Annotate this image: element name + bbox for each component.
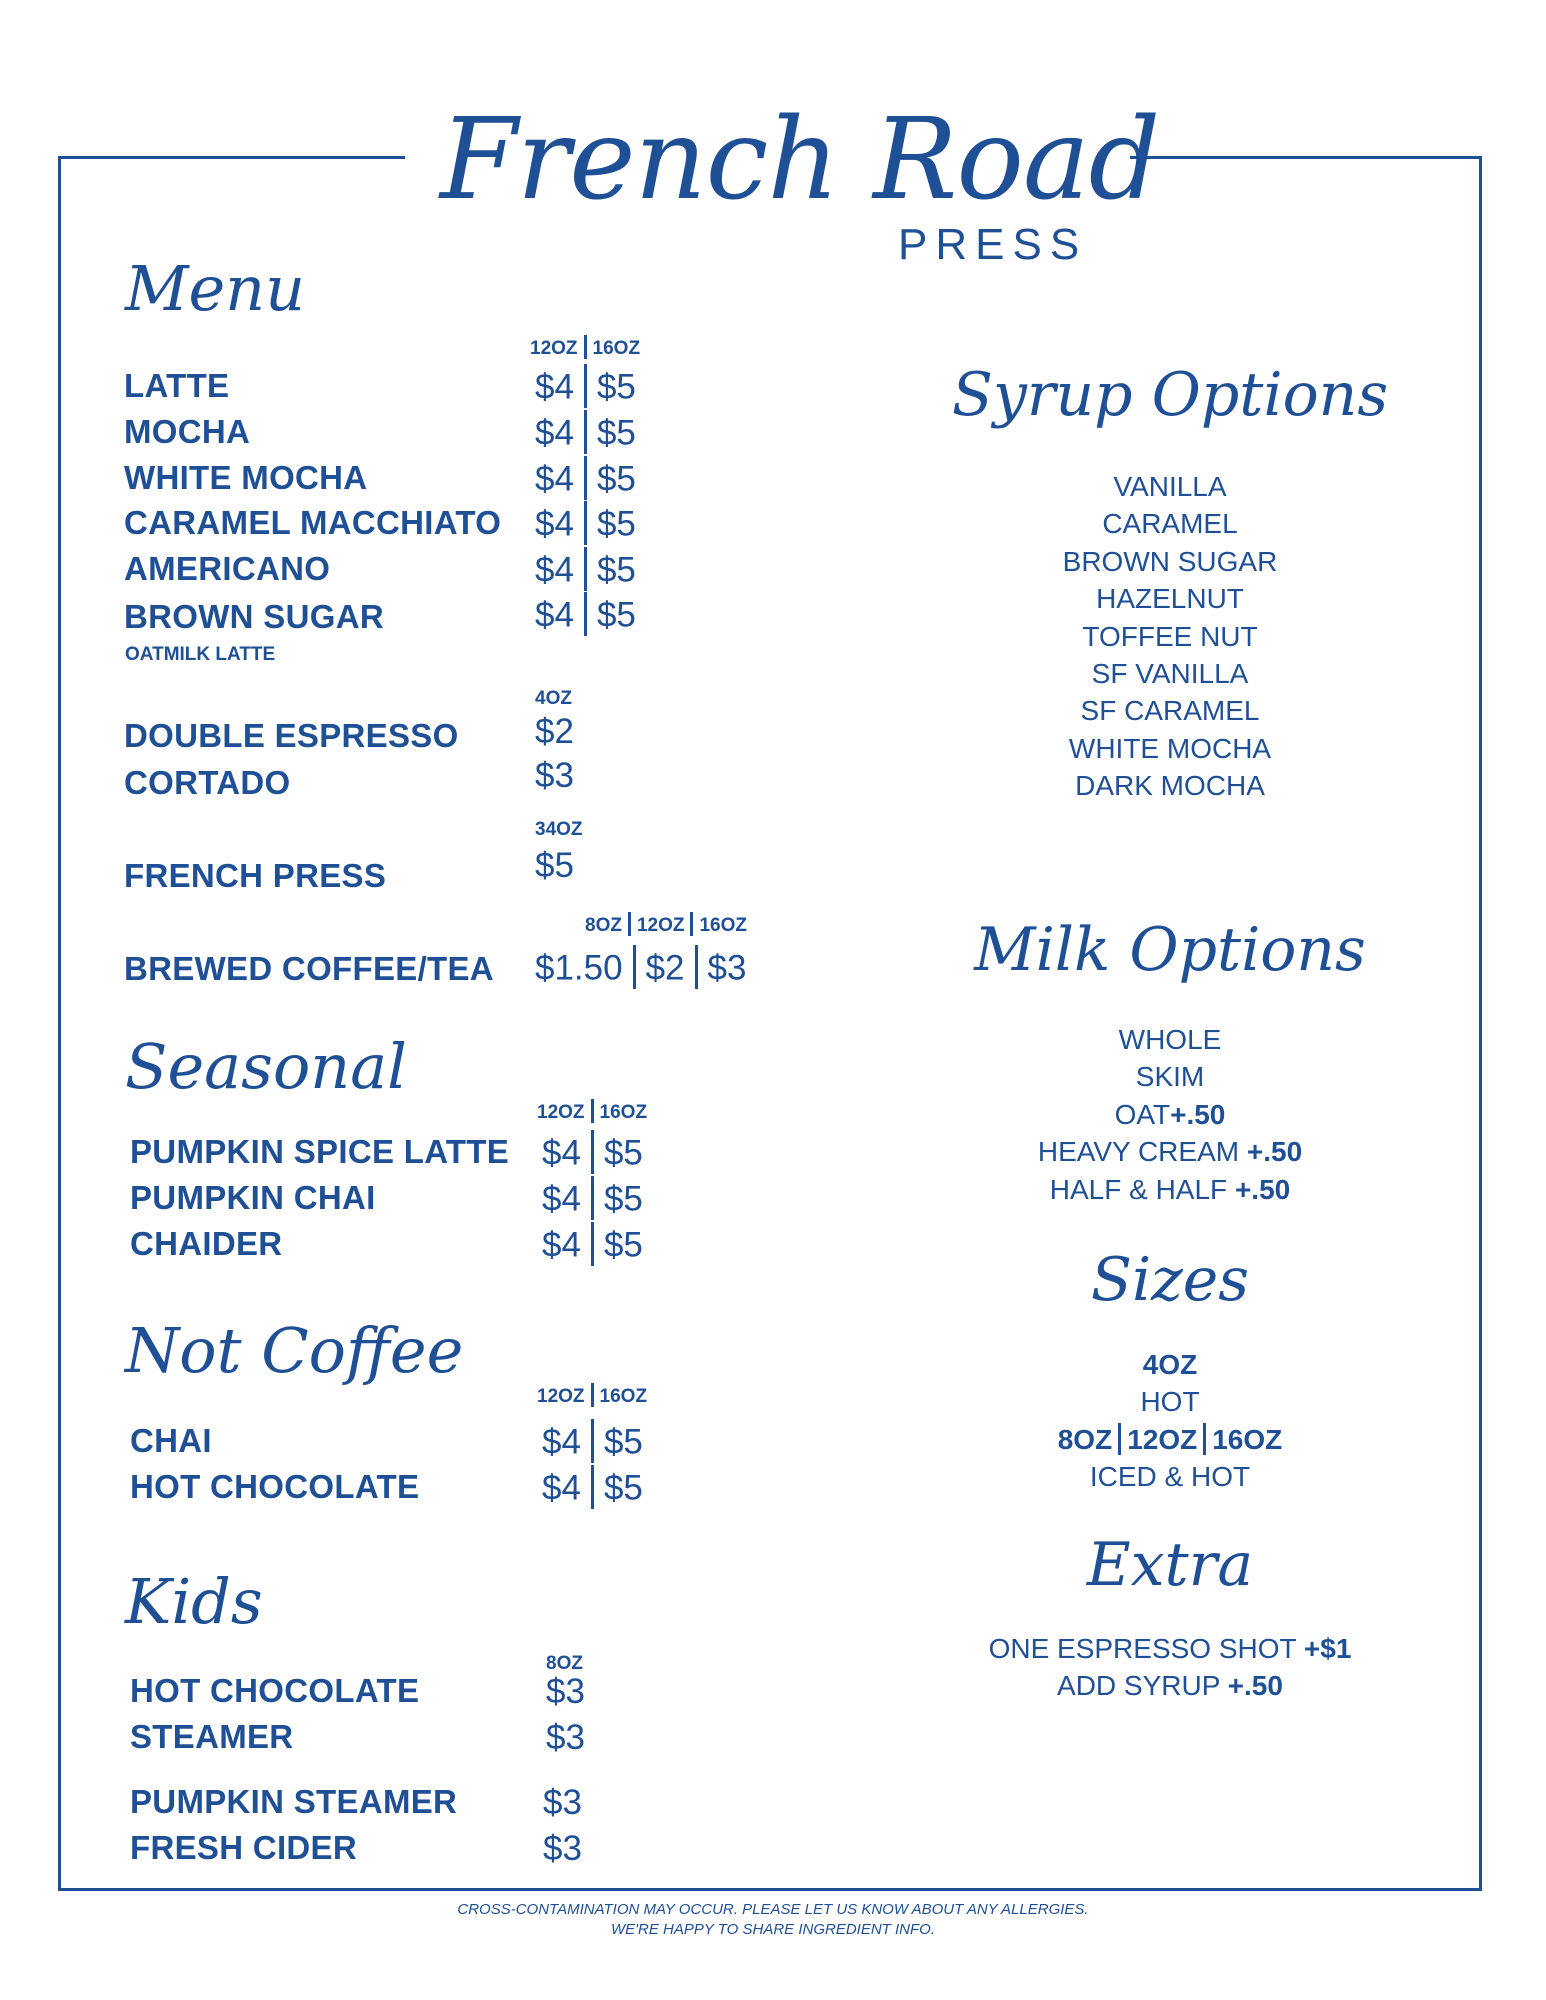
shots-size-header: 4OZ <box>535 688 572 709</box>
not-coffee-title: Not Coffee <box>125 1314 464 1387</box>
menu-item: CARAMEL MACCHIATO <box>124 504 502 541</box>
syrup-options-list <box>890 468 1450 805</box>
menu-item-price: $5 <box>535 846 574 885</box>
seasonal-size-header: 12OZ 16OZ <box>537 1101 647 1125</box>
syrup-option: DARK MOCHA <box>1075 770 1265 802</box>
extra-option: ONE ESPRESSO SHOT +$1 <box>988 1633 1352 1664</box>
milk-option: WHOLE <box>1118 1024 1222 1055</box>
syrup-option: BROWN SUGAR <box>1062 545 1278 577</box>
brand-title: French Road <box>440 95 1160 225</box>
menu-item-subtitle: OATMILK LATTE <box>125 644 276 665</box>
syrup-option: SF CARAMEL <box>1080 695 1260 727</box>
allergy-note: CROSS-CONTAMINATION MAY OCCUR. PLEASE LET US KNOW ABOUT ANY ALLERGIES. WE'RE HAPPY TO SHARE INGREDIENT INFO. <box>457 1901 1089 1938</box>
syrup-option: VANILLA <box>1113 471 1227 502</box>
menu-item-price: $2 <box>535 712 574 751</box>
syrup-option: WHITE MOCHA <box>1068 732 1272 764</box>
menu-item-price: $4 $5 <box>535 413 636 457</box>
sizes-list <box>890 1346 1450 1496</box>
seasonal-item: PUMPKIN SPICE LATTE <box>130 1133 510 1170</box>
menu-item-price: $4 $5 <box>535 550 636 594</box>
size-small-note: HOT <box>1140 1386 1200 1418</box>
kids-item-price: $3 <box>543 1829 582 1868</box>
not-coffee-item-price: $4 $5 <box>542 1468 643 1512</box>
brand-subtitle: PRESS <box>898 220 1088 269</box>
kids-item: HOT CHOCOLATE <box>130 1672 420 1709</box>
kids-title: Kids <box>125 1565 263 1638</box>
syrup-option: CARAMEL <box>1102 508 1238 540</box>
extra-title: Extra <box>1086 1530 1254 1600</box>
brewed-size-header: 8OZ 12OZ 16OZ <box>585 914 747 938</box>
milk-options-title: Milk Options <box>974 915 1366 985</box>
size-large-note: ICED & HOT <box>1089 1461 1251 1493</box>
kids-size-header: 8OZ <box>546 1653 583 1674</box>
kids-item: STEAMER <box>130 1718 294 1755</box>
sizes-title: Sizes <box>1090 1245 1250 1315</box>
kids-item-price: $3 <box>546 1718 585 1757</box>
menu-item-price: $4 $5 <box>535 504 636 548</box>
menu-item: MOCHA <box>124 413 251 450</box>
kids-item-price: $3 <box>546 1672 585 1711</box>
menu-item-price: $1.50 $2 $3 <box>535 948 746 992</box>
extra-list <box>890 1630 1450 1705</box>
press-size-header: 34OZ <box>535 819 583 840</box>
menu-item: BROWN SUGAR <box>124 598 384 635</box>
menu-item-price: $4 $5 <box>535 595 636 639</box>
seasonal-item: CHAIDER <box>130 1225 283 1262</box>
menu-size-header: 12OZ 16OZ <box>530 337 640 361</box>
menu-item: LATTE <box>124 367 230 404</box>
size-large: 8OZ 12OZ 16OZ <box>1057 1423 1283 1455</box>
syrup-option: SF VANILLA <box>1091 658 1249 690</box>
not-coffee-size-header: 12OZ 16OZ <box>537 1385 647 1409</box>
seasonal-item-price: $4 $5 <box>542 1225 643 1269</box>
milk-option: HEAVY CREAM +.50 <box>1037 1136 1303 1168</box>
menu-item: BREWED COFFEE/TEA <box>124 950 494 987</box>
menu-item: AMERICANO <box>124 550 331 587</box>
milk-options-list <box>890 1021 1450 1208</box>
size-small: 4OZ <box>1142 1349 1198 1380</box>
milk-option: SKIM <box>1135 1061 1205 1093</box>
extra-option: ADD SYRUP +.50 <box>1057 1670 1283 1702</box>
menu-item: FRENCH PRESS <box>124 857 387 894</box>
seasonal-item: PUMPKIN CHAI <box>130 1179 376 1216</box>
seasonal-item-price: $4 $5 <box>542 1179 643 1223</box>
syrup-option: HAZELNUT <box>1096 583 1244 615</box>
not-coffee-item: CHAI <box>130 1422 212 1459</box>
not-coffee-item: HOT CHOCOLATE <box>130 1468 420 1505</box>
seasonal-title: Seasonal <box>125 1030 407 1103</box>
milk-option: HALF & HALF +.50 <box>1049 1173 1291 1205</box>
kids-item-price: $3 <box>543 1783 582 1822</box>
menu-item-price: $4 $5 <box>535 367 636 411</box>
menu-item: WHITE MOCHA <box>124 459 368 496</box>
milk-option: OAT+.50 <box>1114 1098 1226 1130</box>
menu-item-price: $3 <box>535 756 574 795</box>
syrup-options-title: Syrup Options <box>951 360 1389 430</box>
seasonal-item-price: $4 $5 <box>542 1133 643 1177</box>
kids-item: PUMPKIN STEAMER <box>130 1783 458 1820</box>
kids-item: FRESH CIDER <box>130 1829 357 1866</box>
syrup-option: TOFFEE NUT <box>1082 620 1258 652</box>
menu-item: CORTADO <box>124 764 291 801</box>
menu-title: Menu <box>125 252 306 325</box>
not-coffee-item-price: $4 $5 <box>542 1422 643 1466</box>
menu-item: DOUBLE ESPRESSO <box>124 717 459 754</box>
menu-item-price: $4 $5 <box>535 459 636 503</box>
